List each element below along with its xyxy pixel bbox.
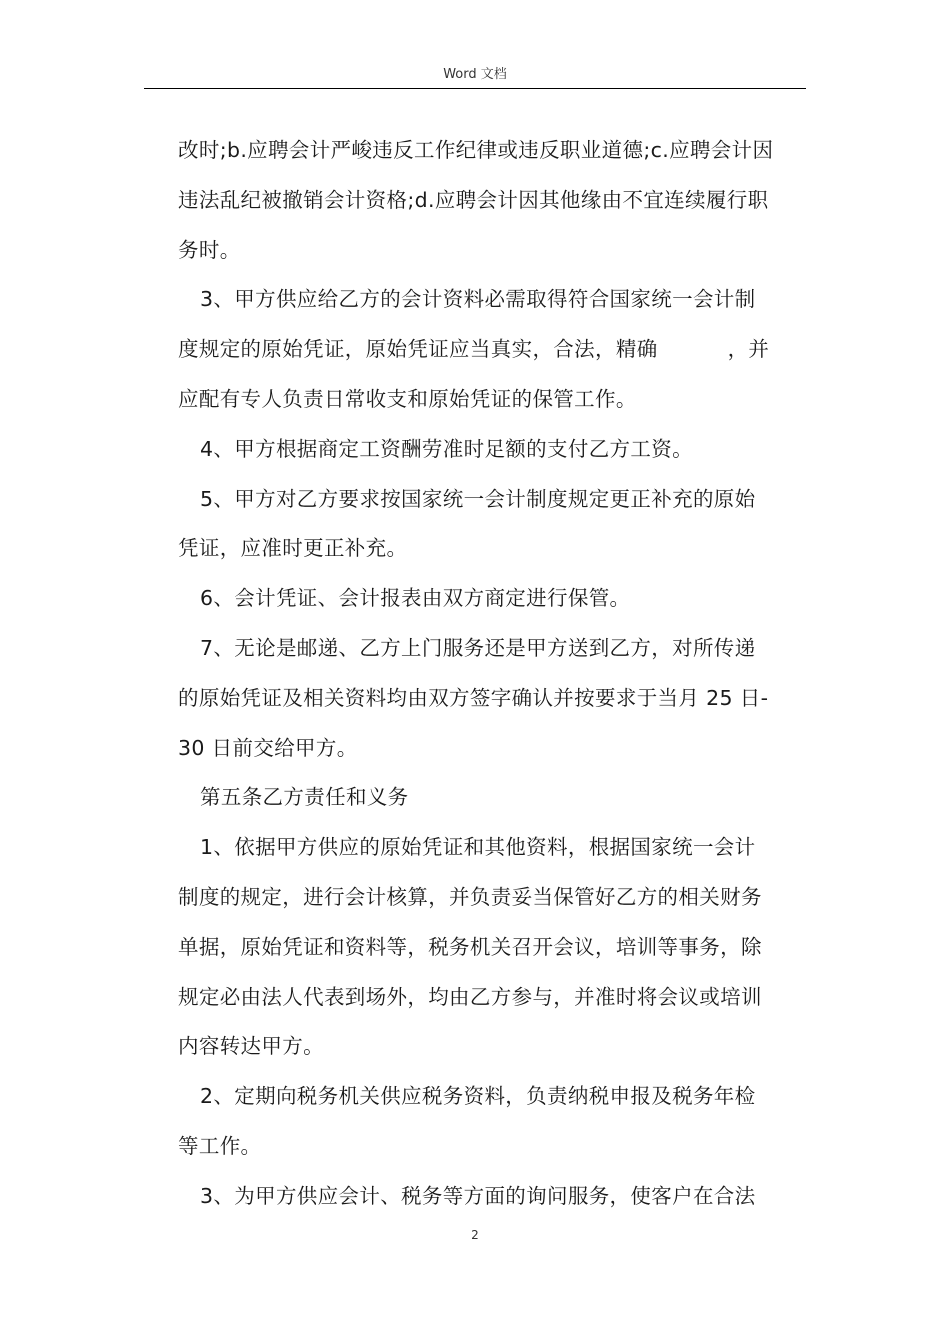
text-line: 6、会计凭证、会计报表由双方商定进行保管。 [200, 586, 631, 611]
text-line: 的原始凭证及相关资料均由双方签字确认并按要求于当月 25 日- [178, 685, 769, 710]
page-header [144, 62, 806, 89]
text-line: 等工作。 [178, 1133, 262, 1158]
text-line: 3、甲方供应给乙方的会计资料必需取得符合国家统一会计制 [200, 287, 756, 312]
text-line: 2、定期向税务机关供应税务资料，负责纳税申报及税务年检 [200, 1084, 756, 1109]
header-title: Word 文档 [443, 67, 507, 82]
page-number: 2 [471, 1228, 479, 1242]
text-line: 3、为甲方供应会计、税务等方面的询问服务，使客户在合法 [200, 1183, 756, 1208]
document-body [178, 126, 806, 1222]
text-line: 规定必由法人代表到场外，均由乙方参与，并准时将会议或培训 [178, 984, 762, 1009]
paragraph-item-5-corrections [178, 475, 806, 575]
text-line: 制度的规定，进行会计核算，并负责妥当保管好乙方的相关财务 [178, 884, 762, 909]
text-line: 5、甲方对乙方要求按国家统一会计制度规定更正补充的原始 [200, 486, 756, 511]
paragraph-b-item-2-tax [178, 1072, 806, 1172]
text-line: 务时。 [178, 237, 241, 262]
section-heading-article-5 [178, 773, 806, 823]
text-line: 单据，原始凭证和资料等，税务机关召开会议，培训等事务，除 [178, 934, 762, 959]
text-line: 改时;b.应聘会计严峻违反工作纪律或违反职业道德;c.应聘会计因 [178, 138, 774, 162]
paragraph-dismissal-conditions [178, 126, 806, 275]
paragraph-item-4-salary [178, 425, 806, 475]
text-line: 违法乱纪被撤销会计资格;d.应聘会计因其他缘由不宜连续履行职 [178, 187, 769, 212]
text-line: 30 日前交给甲方。 [178, 735, 358, 760]
text-line: 7、无论是邮递、乙方上门服务还是甲方送到乙方，对所传递 [200, 635, 756, 660]
text-line: 内容转达甲方。 [178, 1034, 324, 1059]
text-line: 1、依据甲方供应的原始凭证和其他资料，根据国家统一会计 [200, 835, 756, 860]
text-segment: ，并 [727, 337, 770, 362]
text-line [178, 325, 806, 375]
paragraph-b-item-1-accounting [178, 823, 806, 1072]
paragraph-item-6-storage [178, 574, 806, 624]
text-line: 4、甲方根据商定工资酬劳准时足额的支付乙方工资。 [200, 436, 693, 461]
text-segment: 度规定的原始凭证，原始凭证应当真实，合法，精确 [178, 337, 658, 362]
text-line: 第五条乙方责任和义务 [200, 785, 409, 810]
text-line: 应配有专人负责日常收支和原始凭证的保管工作。 [178, 386, 637, 411]
paragraph-item-3-vouchers [178, 275, 806, 424]
text-line: 凭证，应准时更正补充。 [178, 536, 408, 561]
paragraph-item-7-delivery [178, 624, 806, 773]
paragraph-b-item-3-consulting [178, 1172, 806, 1222]
